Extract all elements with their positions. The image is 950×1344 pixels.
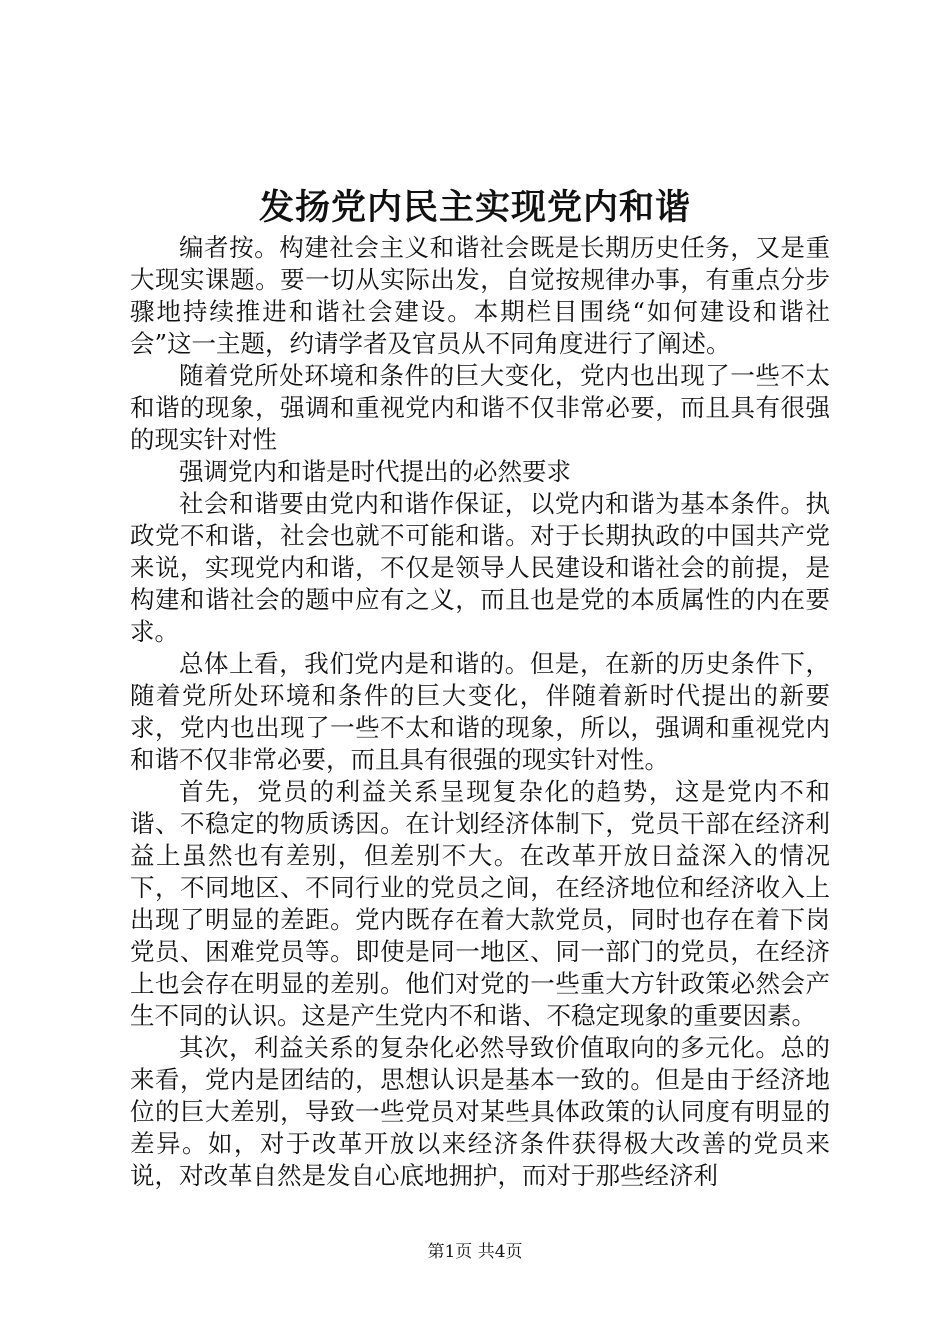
section-heading: 强调党内和谐是时代提出的必然要求 bbox=[179, 457, 571, 486]
paragraph-editor-note: 编者按。构建社会主义和谐社会既是长期历史任务，又是重大现实课题。要一切从实际出发，自觉按规律办事，有重点分步骤地持续推进和谐社会建设。本期栏目围绕“如何建设和谐社会”这一主题，约请学者及官员从不同角度进行了阐述。 bbox=[130, 233, 830, 358]
paragraph-summary: 随着党所处环境和条件的巨大变化，党内也出现了一些不太和谐的现象，强调和重视党内和谐不仅非常必要，而且具有很强的现实针对性 bbox=[130, 361, 830, 454]
paragraph: 首先，党员的利益关系呈现复杂化的趋势，这是党内不和谐、不稳定的物质诱因。在计划经济体制下，党员干部在经济利益上虽然也有差别，但差别不大。在改革开放日益深入的情况下，不同地区、不同行业的党员之间，在经济地位和经济收入上出现了明显的差距。党内既存在着大款党员，同时也存在着下岗党员、困难党员等。即使是同一地区、同一部门的党员，在经济上也会存在明显的差别。他们对党的一些重大方针政策必然会产生不同的认识。这是产生党内不和谐、不稳定现象的重要因素。 bbox=[130, 777, 830, 1030]
paragraph: 社会和谐要由党内和谐作保证，以党内和谐为基本条件。执政党不和谐，社会也就不可能和谐。对于长期执政的中国共产党来说，实现党内和谐，不仅是领导人民建设和谐社会的前提，是构建和谐社会的题中应有之义，而且也是党的本质属性的内在要求。 bbox=[130, 489, 830, 646]
document-title: 发扬党内民主实现党内和谐 bbox=[258, 187, 691, 228]
paragraph: 其次，利益关系的复杂化必然导致价值取向的多元化。总的来看，党内是团结的，思想认识是基本一致的。但是由于经济地位的巨大差别，导致一些党员对某些具体政策的认同度有明显的差异。如，对于改革开放以来经济条件获得极大改善的党员来说，对改革自然是发自心底地拥护，而对于那些经济利 bbox=[130, 1033, 830, 1190]
paragraph: 总体上看，我们党内是和谐的。但是，在新的历史条件下，随着党所处环境和条件的巨大变化，伴随着新时代提出的新要求，党内也出现了一些不太和谐的现象，所以，强调和重视党内和谐不仅非常必要，而且具有很强的现实针对性。 bbox=[130, 649, 830, 774]
page-footer: 第1页 共4页 bbox=[427, 1242, 523, 1262]
document-body bbox=[130, 232, 830, 1192]
